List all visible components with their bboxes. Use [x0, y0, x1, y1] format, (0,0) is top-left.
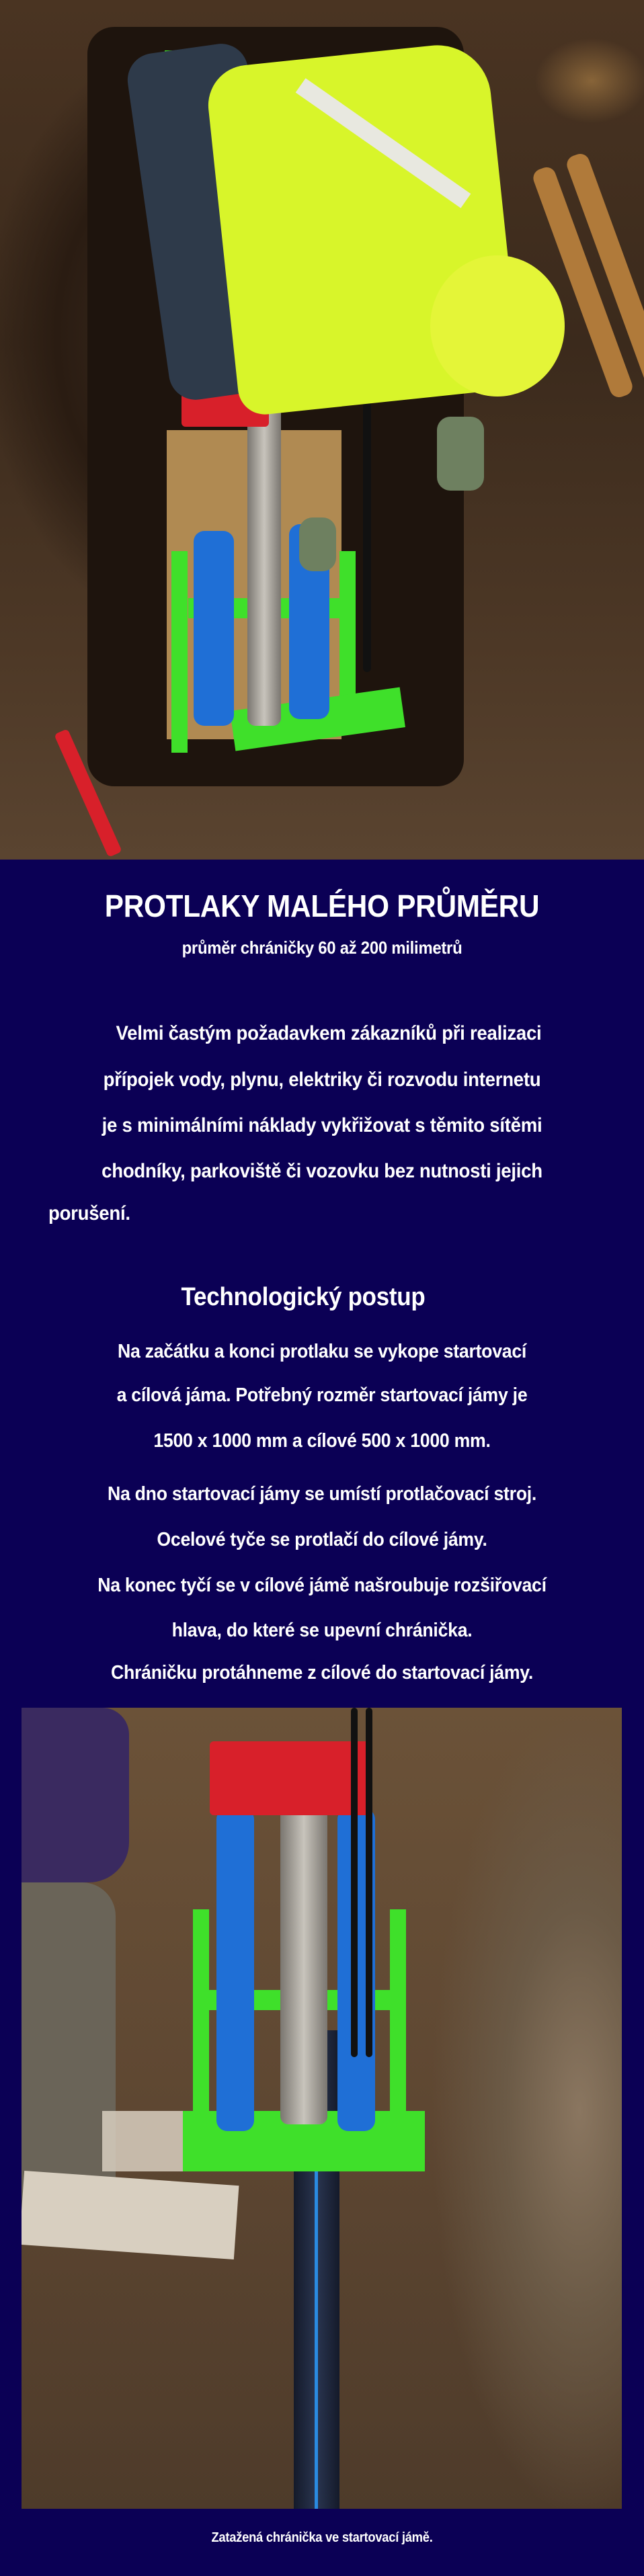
red-bracket	[210, 1741, 371, 1815]
intro-line: Velmi častým požadavkem zákazníků při realizaci	[116, 1022, 542, 1044]
procedure-line: 1500 x 1000 mm a cílové 500 x 1000 mm.	[153, 1430, 491, 1452]
worker-glove-2	[299, 517, 336, 571]
intro-line: porušení.	[48, 1202, 130, 1224]
intro-line: je s minimálními náklady vykřižovat s těmito sítěmi	[102, 1114, 542, 1136]
photo-caption: Zatažená chránička ve startovací jámě.	[211, 2530, 433, 2545]
procedure-line: Na konec tyčí se v cílové jámě našroubuje rozšiřovací	[97, 1575, 547, 1596]
wooden-board	[22, 2171, 239, 2259]
hydraulic-cylinder-left	[216, 1809, 254, 2131]
machine-frame-left	[193, 1909, 209, 2131]
procedure-line: Na začátku a konci protlaku se vykope startovací	[117, 1341, 527, 1362]
page-title: PROTLAKY MALÉHO PRŮMĚRU	[104, 888, 540, 923]
hydraulic-hose	[351, 1708, 358, 2057]
machine-frame-right	[390, 1909, 406, 2131]
procedure-line: a cílová jáma. Potřebný rozměr startovací jámy je	[116, 1384, 528, 1406]
intro-line: chodníky, parkoviště či vozovku bez nutnosti jejich	[102, 1160, 542, 1182]
hydraulic-hose	[363, 376, 371, 672]
worker-arm	[22, 1708, 129, 1882]
machine-frame-left	[171, 551, 188, 753]
photo-pipe-in-starting-pit	[22, 1708, 622, 2509]
worker-glove	[437, 417, 484, 491]
photo-worker-placing-boring-machine	[0, 0, 644, 860]
procedure-line: Ocelové tyče se protlačí do cílové jámy.	[157, 1529, 487, 1550]
hydraulic-hose-2	[366, 1708, 372, 2057]
intro-line: přípojek vody, plynu, elektriky či rozvodu internetu	[103, 1069, 541, 1091]
hydraulic-cylinder-left	[194, 531, 234, 726]
steel-rod	[247, 376, 281, 726]
worker-helmet	[430, 255, 565, 397]
steel-rod	[280, 1788, 327, 2124]
procedure-line: Na dno startovací jámy se umístí protlačovací stroj.	[107, 1483, 537, 1505]
page-subtitle: průměr chráničky 60 až 200 milimetrů	[182, 938, 462, 958]
procedure-line: hlava, do které se upevní chránička.	[171, 1620, 473, 1641]
procedure-line: Chráničku protáhneme z cílové do startovací jámy.	[111, 1662, 533, 1684]
section-heading-procedure: Technologický postup	[181, 1283, 426, 1311]
